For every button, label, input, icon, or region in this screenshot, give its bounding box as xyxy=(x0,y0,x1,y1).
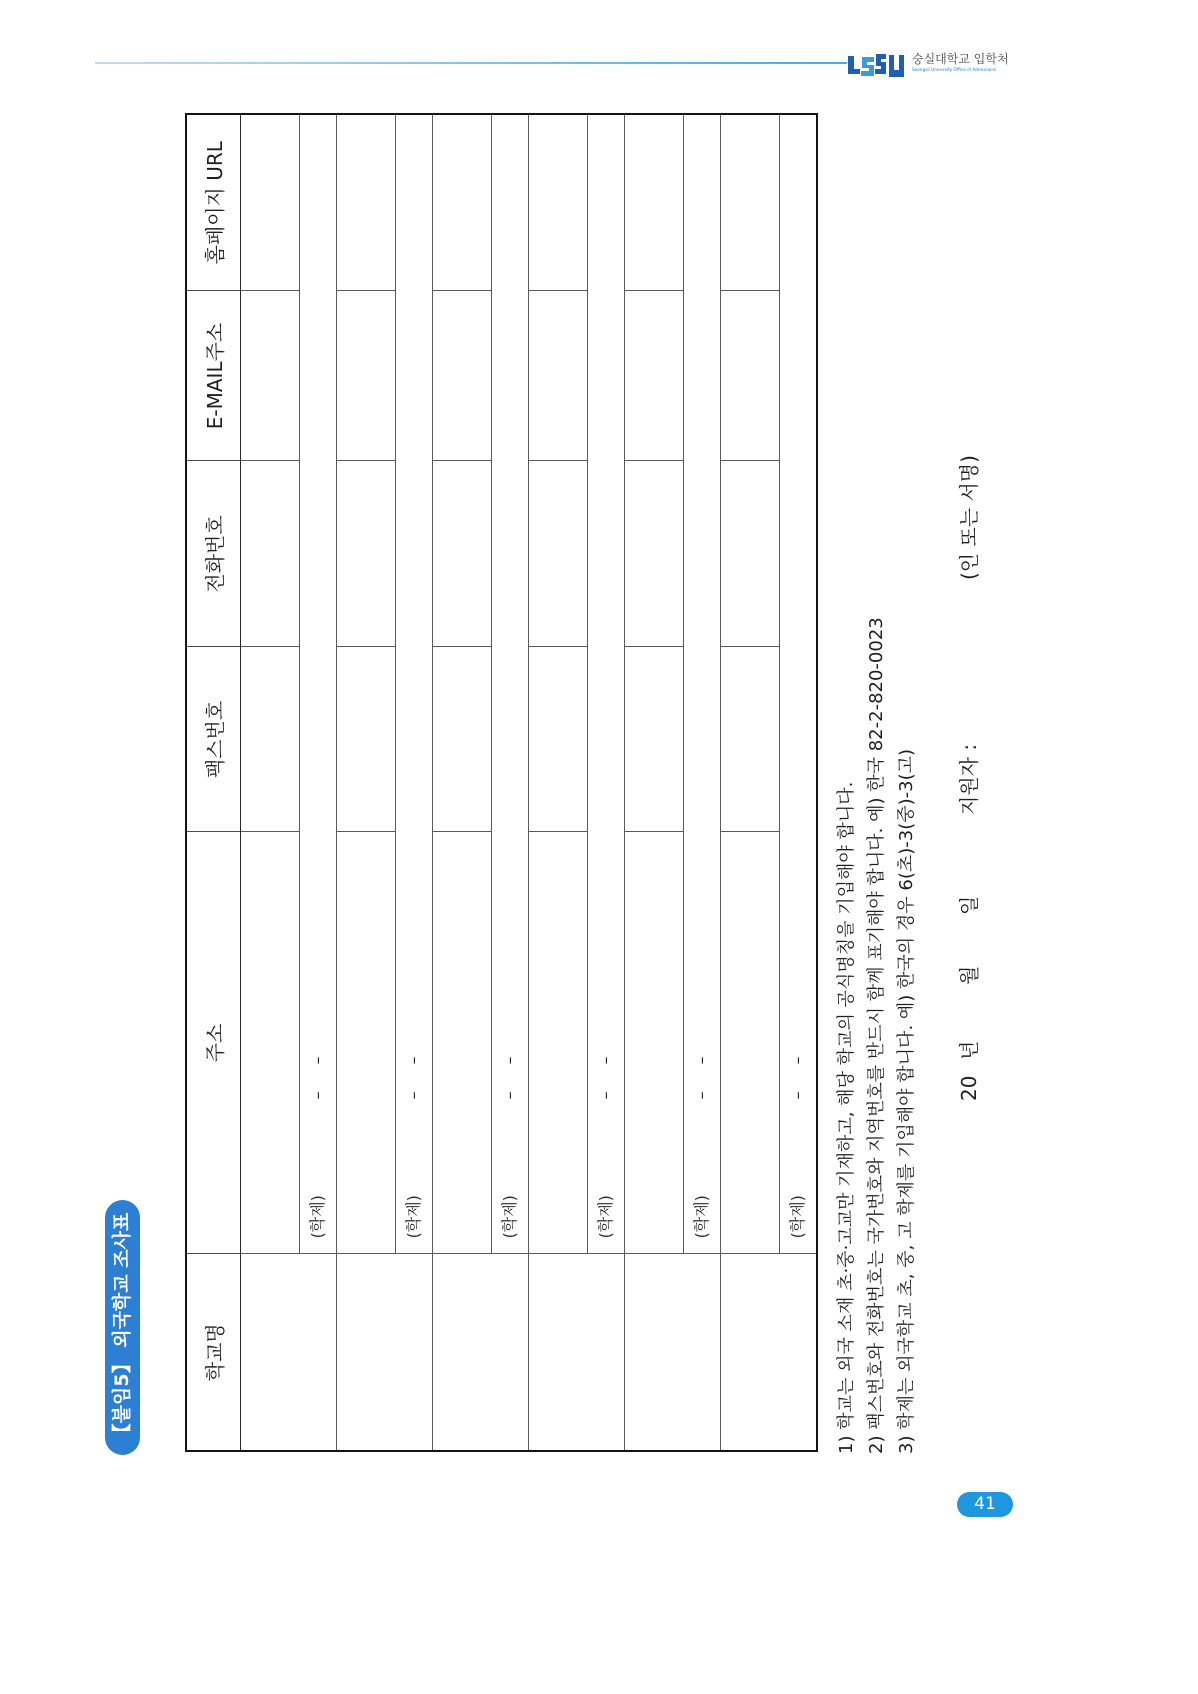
school-name-cell xyxy=(241,1254,337,1451)
table-row xyxy=(529,114,588,1451)
email-cell xyxy=(433,291,492,461)
school-system-cell xyxy=(300,114,337,1254)
school-system-row xyxy=(780,114,818,1451)
school-system-cell xyxy=(588,114,625,1254)
table-row xyxy=(241,114,300,1451)
homepage-cell xyxy=(625,114,684,291)
school-name-cell xyxy=(529,1254,625,1451)
fax-cell xyxy=(721,647,780,832)
fax-cell xyxy=(529,647,588,832)
column-header-fax: 팩스번호 xyxy=(186,647,241,832)
phone-cell xyxy=(529,461,588,647)
school-system-row xyxy=(396,114,433,1451)
table-row xyxy=(721,114,780,1451)
address-cell xyxy=(433,832,492,1254)
column-header-address: 주소 xyxy=(186,832,241,1254)
school-system-separator: – xyxy=(788,1056,807,1065)
school-system-label: (학제) xyxy=(692,1195,711,1239)
school-system-separator: – xyxy=(788,1091,807,1100)
form-title: 【붙임5】 외국학교 조사표 xyxy=(105,1200,140,1455)
homepage-cell xyxy=(241,114,300,291)
school-system-label: (학제) xyxy=(500,1195,519,1239)
email-cell xyxy=(241,291,300,461)
fax-cell xyxy=(433,647,492,832)
school-system-separator: – xyxy=(404,1056,423,1065)
date-month-unit: 월 xyxy=(957,965,981,985)
school-system-separator: – xyxy=(308,1056,327,1065)
school-system-cell xyxy=(684,114,721,1254)
date-day-unit: 일 xyxy=(957,895,981,915)
table-header-row xyxy=(186,114,241,1451)
fax-cell xyxy=(625,647,684,832)
column-header-email: E-MAIL주소 xyxy=(186,291,241,461)
school-system-row xyxy=(684,114,721,1451)
school-system-cell xyxy=(780,114,818,1254)
school-system-separator: – xyxy=(308,1091,327,1100)
column-header-homepage: 홈페이지 URL xyxy=(186,114,241,291)
school-name-cell xyxy=(433,1254,529,1451)
school-system-cell xyxy=(492,114,529,1254)
phone-cell xyxy=(241,461,300,647)
phone-cell xyxy=(433,461,492,647)
school-name-cell xyxy=(625,1254,721,1451)
address-cell xyxy=(721,832,780,1254)
school-system-separator: – xyxy=(500,1091,519,1100)
foreign-school-survey-table xyxy=(185,113,818,1452)
phone-cell xyxy=(721,461,780,647)
homepage-cell xyxy=(337,114,396,291)
logo-name: 숭실대학교 입학처 xyxy=(912,52,1009,66)
column-header-school-name: 학교명 xyxy=(186,1254,241,1451)
school-system-separator: – xyxy=(404,1091,423,1100)
table-row xyxy=(337,114,396,1451)
phone-cell xyxy=(625,461,684,647)
school-system-label: (학제) xyxy=(404,1195,423,1239)
address-cell xyxy=(337,832,396,1254)
school-system-label: (학제) xyxy=(596,1195,615,1239)
fax-cell xyxy=(241,647,300,832)
date-year-unit: 년 xyxy=(957,1040,981,1060)
school-system-row xyxy=(588,114,625,1451)
school-name-cell xyxy=(337,1254,433,1451)
school-system-row xyxy=(492,114,529,1451)
school-system-separator: – xyxy=(692,1091,711,1100)
address-cell xyxy=(625,832,684,1254)
table-row xyxy=(625,114,684,1451)
email-cell xyxy=(337,291,396,461)
homepage-cell xyxy=(529,114,588,291)
homepage-cell xyxy=(433,114,492,291)
applicant-label: 지원자 : xyxy=(957,743,981,815)
email-cell xyxy=(529,291,588,461)
date-year-prefix: 20 xyxy=(957,1075,981,1101)
homepage-cell xyxy=(721,114,780,291)
email-cell xyxy=(721,291,780,461)
school-system-label: (학제) xyxy=(788,1195,807,1239)
school-system-separator: – xyxy=(596,1056,615,1065)
footnote-1: 1) 학교는 외국 소재 초·중·고교만 기재하고, 해당 학교의 공식명칭을 기입해야 합니다. xyxy=(836,781,857,1454)
school-system-cell xyxy=(396,114,433,1254)
fax-cell xyxy=(337,647,396,832)
column-header-phone: 전화번호 xyxy=(186,461,241,647)
page-number: 41 xyxy=(957,1492,1013,1517)
footnote-2: 2) 팩스번호와 전화번호는 국가번호와 지역번호를 반드시 함께 표기해야 합니다. 예) 한국 82-2-820-0023 xyxy=(866,617,887,1454)
address-cell xyxy=(529,832,588,1254)
school-system-label: (학제) xyxy=(308,1195,327,1239)
school-system-separator: – xyxy=(692,1056,711,1065)
email-cell xyxy=(625,291,684,461)
seal-or-signature-label: (인 또는 서명) xyxy=(957,455,981,580)
school-system-separator: – xyxy=(500,1056,519,1065)
school-name-cell xyxy=(721,1254,818,1451)
table-row xyxy=(433,114,492,1451)
footnote-3: 3) 학제는 외국학교 초, 중, 고 학제를 기입해야 합니다. 예) 한국의 경우 6(초)-3(중)-3(고) xyxy=(896,748,917,1454)
address-cell xyxy=(241,832,300,1254)
footnotes xyxy=(832,617,922,1454)
school-system-separator: – xyxy=(596,1091,615,1100)
phone-cell xyxy=(337,461,396,647)
school-system-row xyxy=(300,114,337,1451)
logo-subtitle: Soongsil University Office of Admissions xyxy=(912,67,997,73)
